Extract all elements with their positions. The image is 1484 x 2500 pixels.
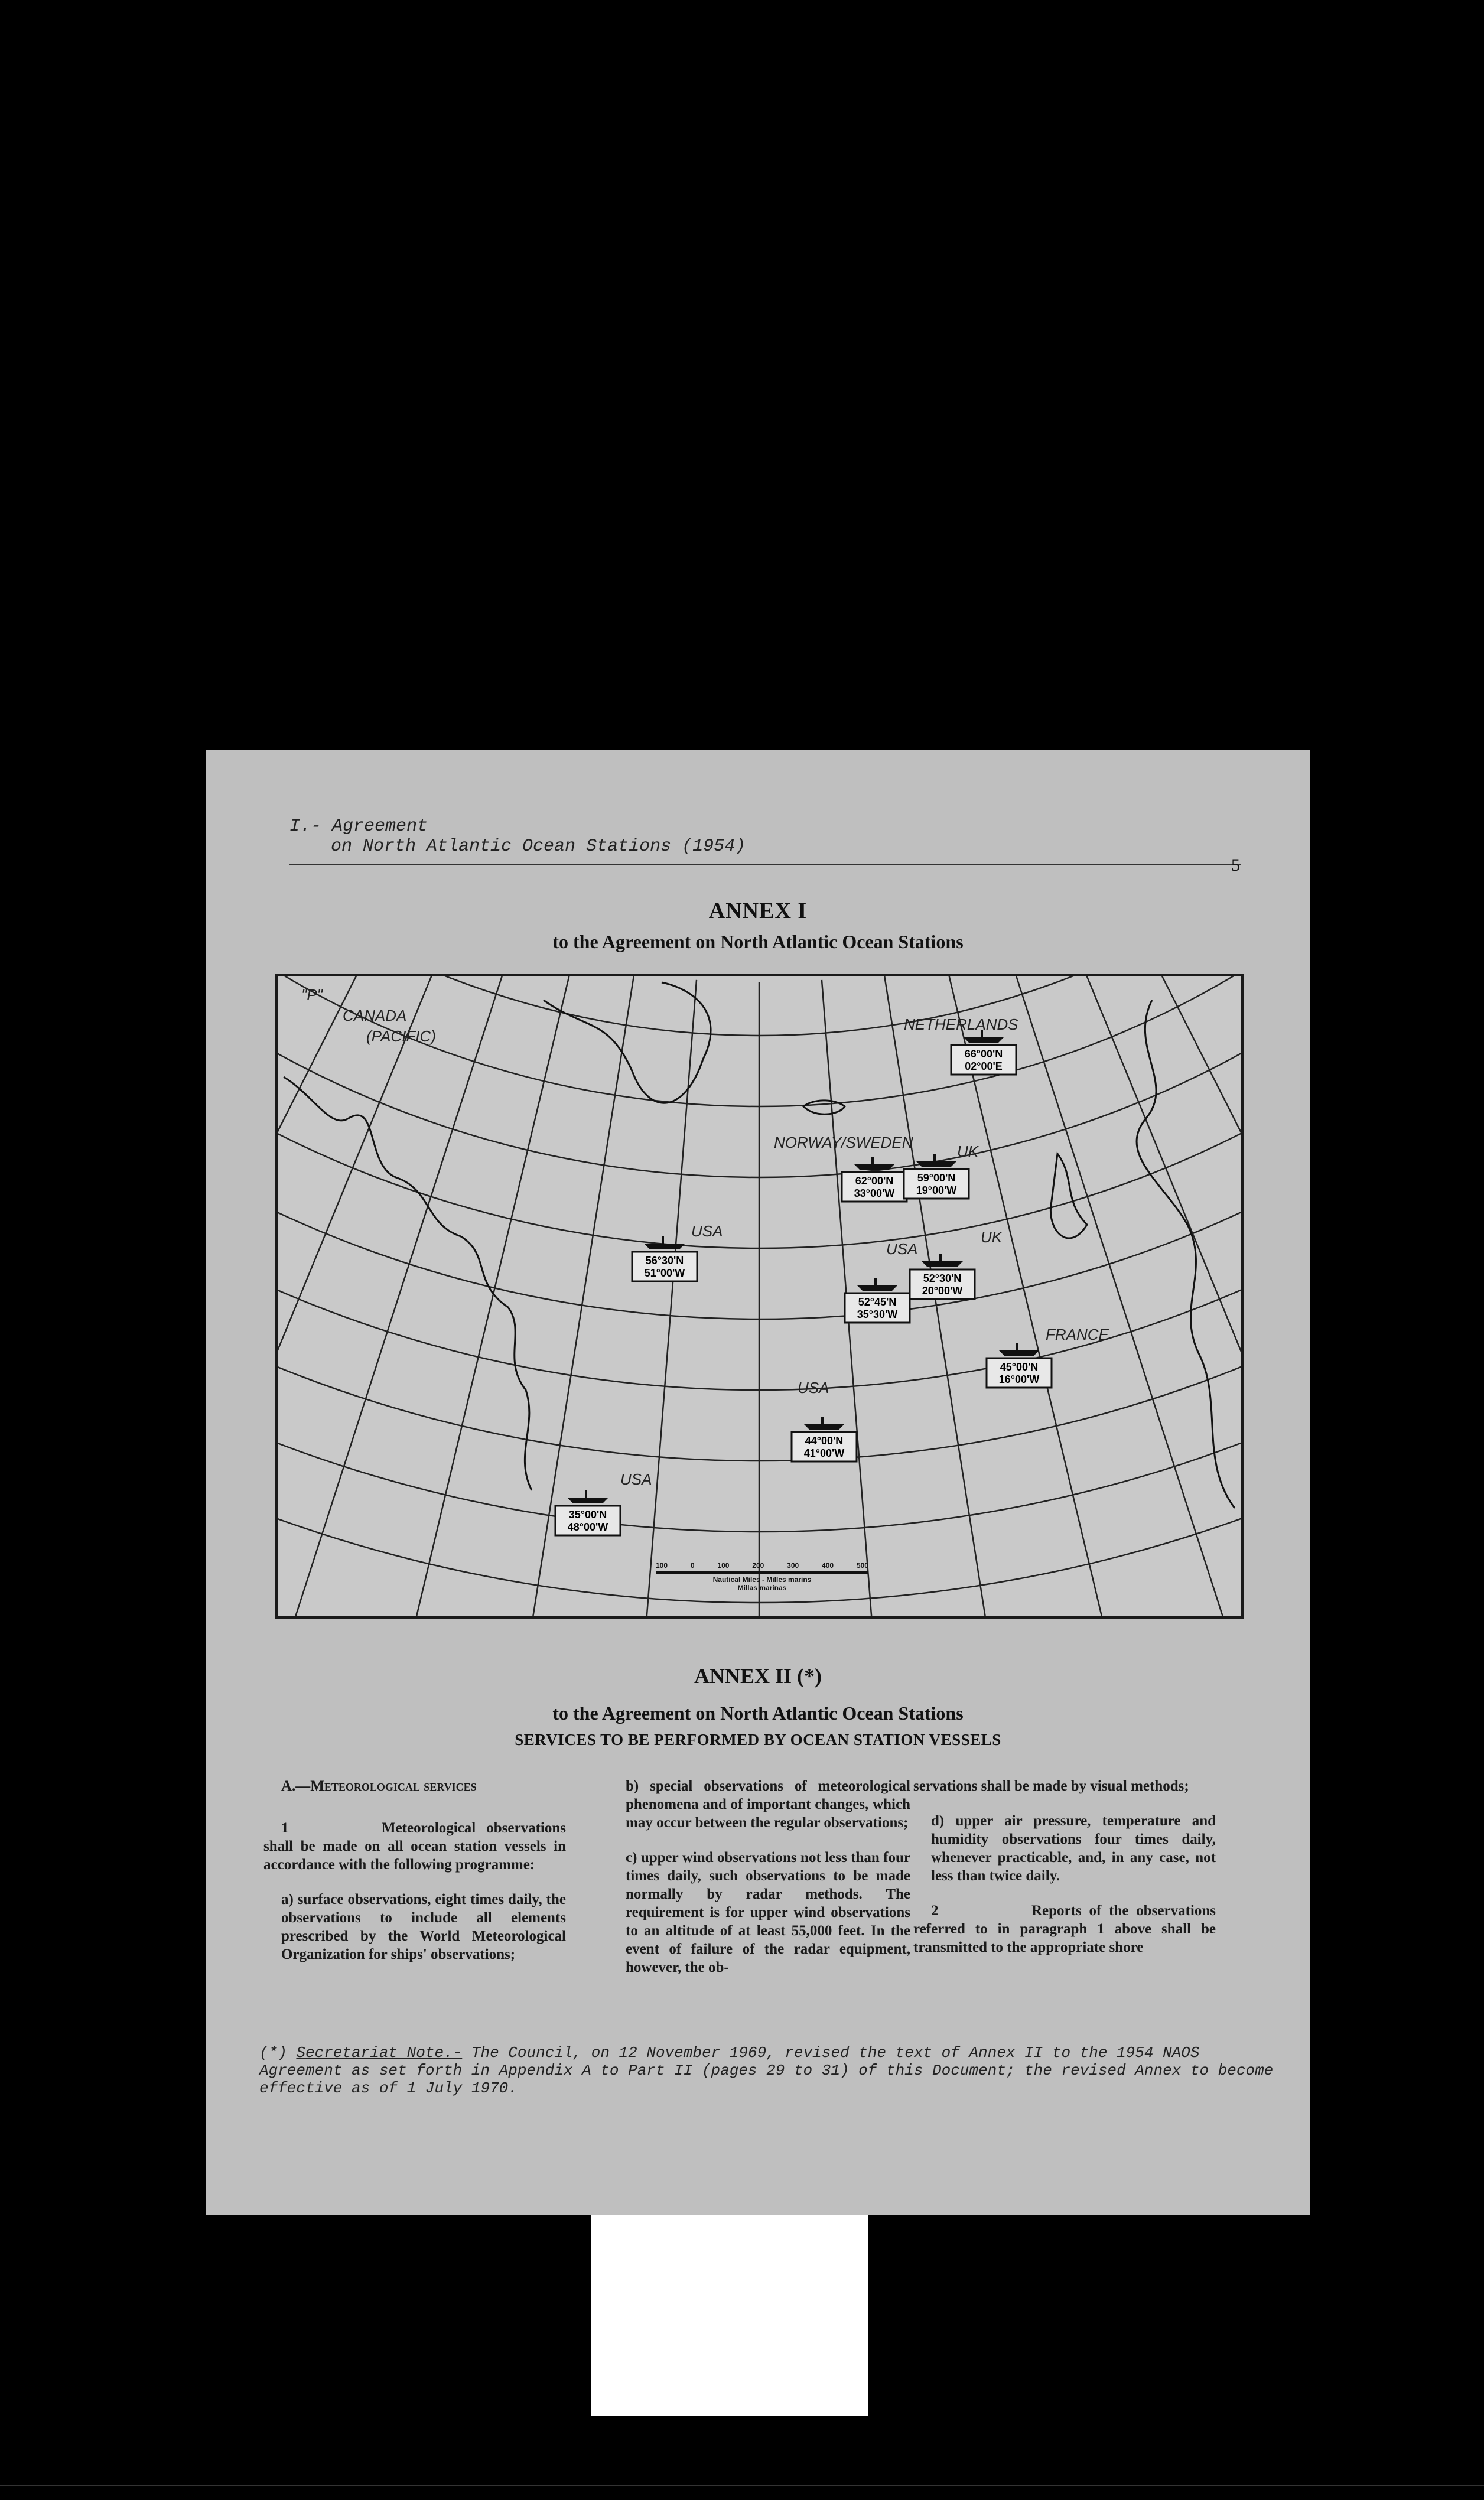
ocean-station-marker xyxy=(987,1343,1052,1388)
paragraph-1 xyxy=(263,1819,566,1874)
station-latitude: 62°00'N xyxy=(855,1175,894,1187)
station-longitude: 48°00'W xyxy=(567,1521,608,1533)
item-b: b) special observations of meteorological phenomena and of important changes, which may occur between the regular observations; xyxy=(626,1778,910,1831)
annex2-subtitle: to the Agreement on North Atlantic Ocean Stations xyxy=(552,1703,964,1724)
footnote-text: The Council, on 12 November 1969, revised the text of Annex II to the 1954 NAOS Agreement as set forth in Appendix A to Part II (pages 29 to 31) of this Document; the revised Annex to become effective as of 1 July 1970. xyxy=(259,2044,1274,2097)
meridian-line xyxy=(278,976,454,1600)
handwritten-label: USA xyxy=(620,1470,652,1488)
handwritten-label: USA xyxy=(798,1379,829,1397)
scale-tick-label: 0 xyxy=(690,1561,695,1570)
iceland-coast xyxy=(803,1101,845,1114)
handwritten-label: FRANCE xyxy=(1046,1326,1109,1343)
handwritten-label: USA xyxy=(886,1240,918,1258)
scale-tick-label: 400 xyxy=(822,1561,834,1570)
handwritten-label: NORWAY/SWEDEN xyxy=(774,1134,913,1151)
paragraph-1-number: 1 xyxy=(281,1820,289,1836)
paragraph-2-number: 2 xyxy=(931,1903,939,1919)
station-longitude: 02°00'E xyxy=(965,1060,1003,1072)
ocean-station-marker xyxy=(842,1157,907,1202)
scale-ticks xyxy=(656,1561,868,1570)
greenland-coast xyxy=(544,982,711,1103)
paragraph-1-text: Meteorological observations shall be made on all ocean station vessels in accordance with the following programme: xyxy=(263,1820,566,1873)
station-latitude: 35°00'N xyxy=(568,1509,607,1521)
annex1-subtitle: to the Agreement on North Atlantic Ocean Stations xyxy=(552,931,964,952)
ocean-station-marker xyxy=(910,1254,975,1299)
ocean-station-marker xyxy=(951,1030,1016,1075)
station-latitude: 66°00'N xyxy=(964,1048,1003,1060)
meridian-line xyxy=(278,976,289,1425)
ocean-station-marker xyxy=(555,1490,620,1535)
meridian-line xyxy=(639,980,697,1616)
item-c-continued: servations shall be made by visual methods; xyxy=(913,1778,1189,1794)
ocean-station-marker xyxy=(792,1417,857,1461)
ocean-station-marker xyxy=(845,1278,910,1323)
station-longitude: 16°00'W xyxy=(998,1373,1040,1385)
handwritten-label: NETHERLANDS xyxy=(904,1015,1018,1033)
header-rule xyxy=(289,864,1241,865)
handwritten-label: (PACIFIC) xyxy=(366,1027,436,1045)
station-latitude: 52°30'N xyxy=(923,1272,962,1284)
document-page xyxy=(206,750,1310,2215)
station-latitude: 56°30'N xyxy=(645,1255,684,1267)
ship-icon xyxy=(998,1343,1040,1356)
ship-icon xyxy=(567,1490,608,1503)
europe-coast xyxy=(1137,1000,1235,1508)
station-latitude: 59°00'N xyxy=(917,1172,956,1184)
station-longitude: 35°30'W xyxy=(857,1308,898,1320)
scale-tick-label: 500 xyxy=(856,1561,868,1570)
blank-card xyxy=(591,2215,868,2416)
meridian-line xyxy=(1229,976,1241,1425)
map-scale xyxy=(656,1561,868,1592)
ship-icon xyxy=(857,1278,898,1291)
text-column-2 xyxy=(608,1777,910,1993)
meridian-line xyxy=(1005,976,1231,1616)
scale-label-1: Nautical Miles - Milles marins xyxy=(712,1575,812,1584)
map-graticule xyxy=(278,976,1241,1616)
handwritten-label: "P" xyxy=(301,986,323,1004)
north-america-coast xyxy=(284,1077,532,1490)
station-longitude: 51°00'W xyxy=(644,1267,685,1279)
ship-icon xyxy=(916,1154,957,1167)
annex1-title: ANNEX I xyxy=(708,899,808,923)
station-latitude: 44°00'N xyxy=(805,1435,844,1447)
station-map xyxy=(275,974,1244,1619)
meridian-line xyxy=(403,976,573,1616)
handwritten-label: USA xyxy=(691,1222,723,1240)
scale-label-2: Millas marinas xyxy=(737,1584,787,1592)
ship-icon xyxy=(803,1417,845,1430)
meridian-line xyxy=(1176,976,1241,1492)
scale-tick-label: 200 xyxy=(752,1561,764,1570)
section-heading: A.—Meteorological services xyxy=(281,1778,477,1794)
ocean-station-marker xyxy=(632,1236,697,1281)
meridian-line xyxy=(288,976,513,1616)
scale-tick-label: 300 xyxy=(787,1561,799,1570)
handwritten-label: UK xyxy=(981,1228,1003,1246)
item-a: a) surface observations, eight times daily, the observations to include all elements prescribed by the World Meteorological Organization for ships' observations; xyxy=(281,1892,566,1962)
footnote-label: Secretariat Note.- xyxy=(296,2044,463,2062)
station-longitude: 33°00'W xyxy=(854,1187,895,1199)
running-header xyxy=(289,816,746,857)
text-column-3 xyxy=(913,1777,1216,1973)
page-number: 5 xyxy=(1231,855,1240,875)
item-c: c) upper wind observations not less than four times daily, such observations to be made normally by radar methods. The requirement is for upper wind observations to an altitude of at least 55,000 feet. In the event of failure of the radar equipment, however, the ob- xyxy=(626,1850,910,1975)
station-longitude: 41°00'W xyxy=(803,1447,845,1459)
item-d: d) upper air pressure, temperature and humidity observations four times daily, whenever practicable, and, in any case, not less than twice daily. xyxy=(931,1813,1216,1884)
annex2-services-heading: SERVICES TO BE PERFORMED BY OCEAN STATION VESSELS xyxy=(515,1731,1001,1749)
station-latitude: 45°00'N xyxy=(1000,1361,1039,1373)
footnote-marker: (*) xyxy=(259,2044,287,2062)
footnote xyxy=(259,2044,1275,2097)
station-latitude: 52°45'N xyxy=(858,1296,897,1308)
ship-icon xyxy=(854,1157,895,1170)
meridian-line xyxy=(278,976,342,1492)
paragraph-2 xyxy=(913,1902,1216,1957)
running-header-line2: on North Atlantic Ocean Stations (1954) xyxy=(331,836,746,857)
scale-tick-label: 100 xyxy=(656,1561,668,1570)
scale-bar xyxy=(656,1571,868,1574)
station-longitude: 20°00'W xyxy=(922,1285,963,1297)
station-longitude: 19°00'W xyxy=(916,1184,957,1196)
handwritten-label: CANADA xyxy=(343,1007,407,1024)
annex2-title: ANNEX II (*) xyxy=(694,1664,822,1688)
paragraph-2-text: Reports of the observations referred to in paragraph 1 above shall be transmitted to the appropriate shore xyxy=(913,1903,1216,1955)
text-column-1 xyxy=(263,1777,566,1980)
bottom-edge-line xyxy=(0,2485,1484,2486)
handwritten-label: UK xyxy=(957,1142,979,1160)
british-isles-coast xyxy=(1050,1154,1087,1238)
running-header-line1: I.- Agreement xyxy=(289,816,428,836)
scale-tick-label: 100 xyxy=(717,1561,730,1570)
